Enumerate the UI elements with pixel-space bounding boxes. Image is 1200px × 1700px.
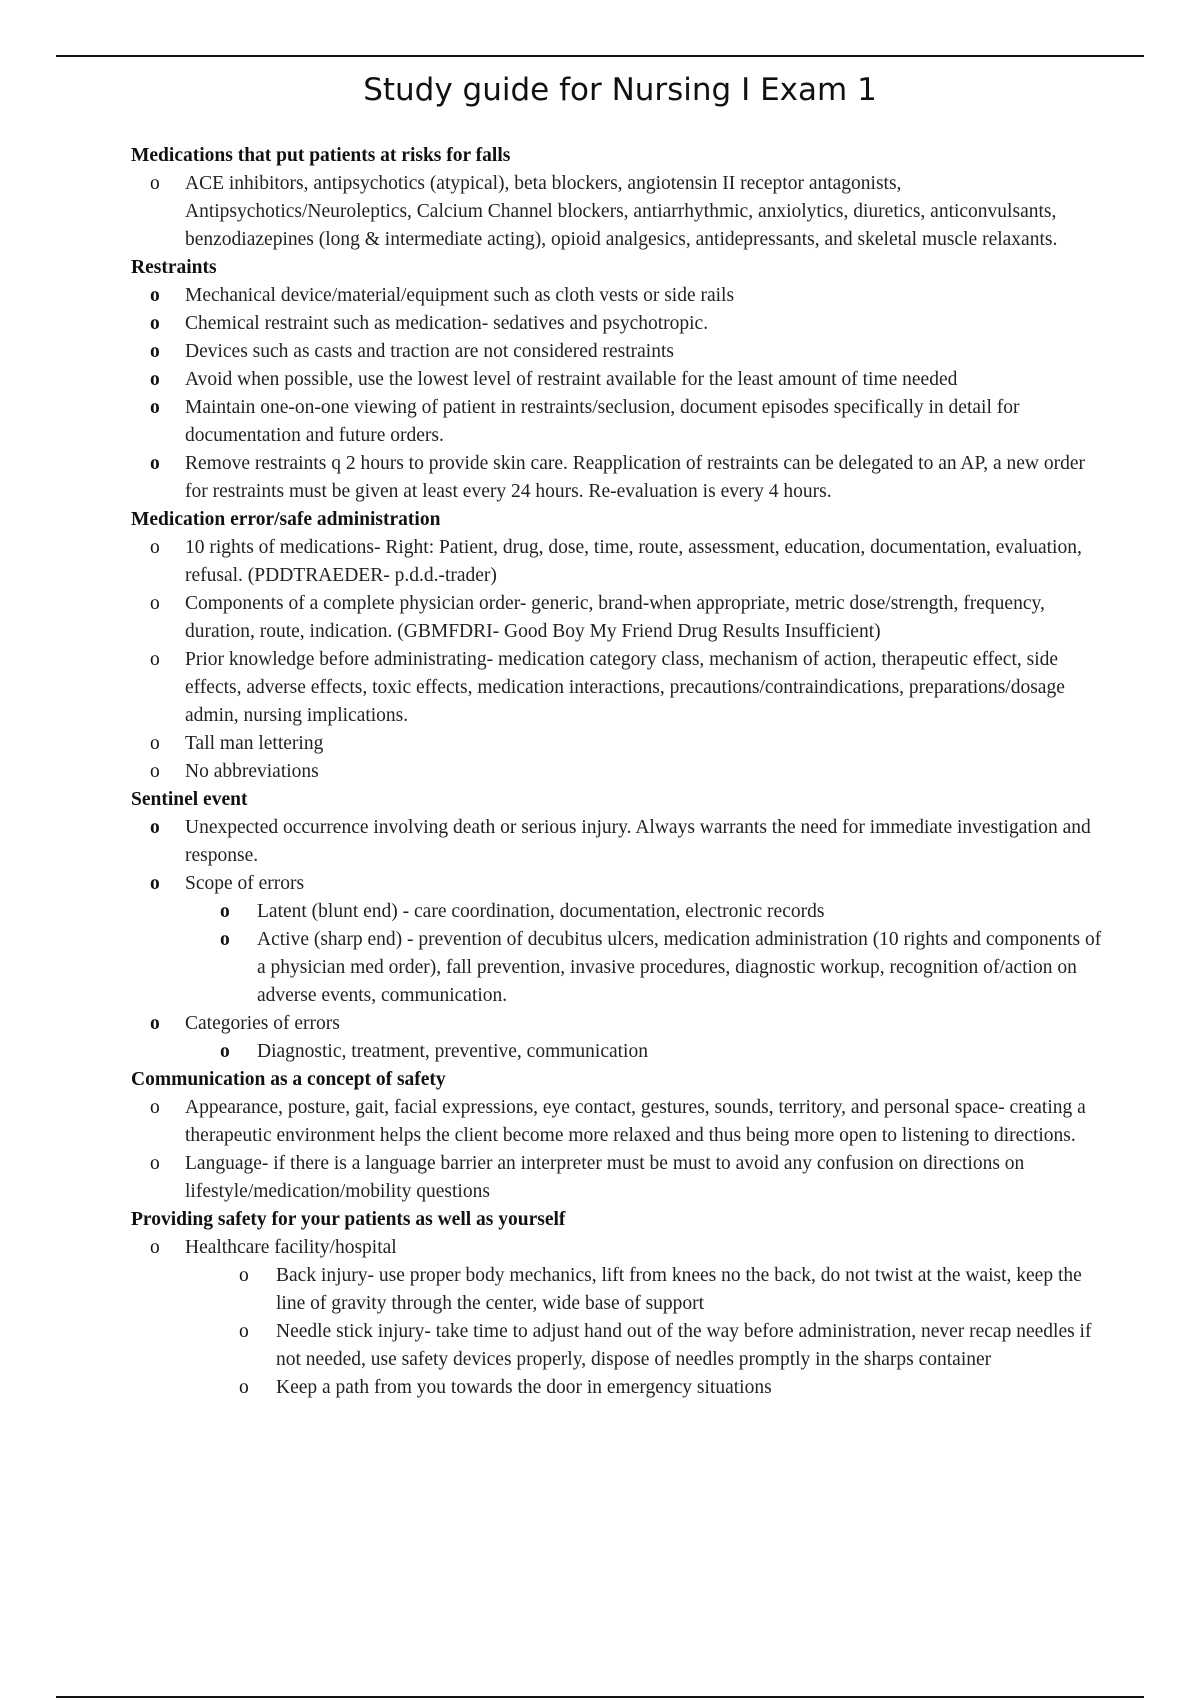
list-item: o Maintain one-on-one viewing of patient in restraints/seclusion, document episodes specifically in detail for documentation and future orders.: [131, 394, 1111, 450]
list-item: o Latent (blunt end) - care coordination, documentation, electronic records: [131, 898, 1111, 926]
bullet-icon: o: [220, 929, 230, 950]
page-title: Study guide for Nursing I Exam 1: [363, 72, 877, 108]
bullet-icon: o: [150, 341, 160, 362]
bullet-icon: o: [220, 1041, 230, 1062]
list-item: o No abbreviations: [131, 758, 1111, 786]
list-item: o ACE inhibitors, antipsychotics (atypical), beta blockers, angiotensin II receptor antagonists, Antipsychotics/Neuroleptics, Calcium Channel blockers, antiarrhythmic, anxiolytics, diuretics, anticonvulsants, benzodiazepines (long & intermediate acting), opioid analgesics, antidepressants, and skeletal muscle relaxants.: [131, 170, 1111, 254]
list-item: o Prior knowledge before administrating- medication category class, mechanism of action, therapeutic effect, side effects, adverse effects, toxic effects, medication interactions, precautions/contraindications, preparations/dosage admin, nursing implications.: [131, 646, 1111, 730]
list-item: o 10 rights of medications- Right: Patient, drug, dose, time, route, assessment, education, documentation, evaluation, refusal. (PDDTRAEDER- p.d.d.-trader): [131, 534, 1111, 590]
bullet-icon: o: [150, 369, 160, 390]
bullet-icon: o: [150, 1153, 160, 1174]
sentinel-list: [131, 814, 1111, 1066]
list-item: o Avoid when possible, use the lowest level of restraint available for the least amount of time needed: [131, 366, 1111, 394]
section-heading-providing-safety: Providing safety for your patients as well as yourself: [131, 1209, 566, 1230]
document-body: [131, 142, 1111, 1402]
bullet-icon: o: [150, 733, 160, 754]
bullet-icon: o: [220, 901, 230, 922]
list-item: o Remove restraints q 2 hours to provide skin care. Reapplication of restraints can be delegated to an AP, a new order for restraints must be given at least every 24 hours. Re-evaluation is every 4 hours.: [131, 450, 1111, 506]
list-item: o Scope of errors: [131, 870, 1111, 898]
header-rule: [56, 55, 1144, 57]
list-item: o Tall man lettering: [131, 730, 1111, 758]
bullet-icon: o: [239, 1265, 249, 1286]
bullet-icon: o: [150, 649, 160, 670]
medication-error-list: [131, 534, 1111, 786]
communication-list: [131, 1094, 1111, 1206]
list-item: o Devices such as casts and traction are not considered restraints: [131, 338, 1111, 366]
section-heading-sentinel-event: Sentinel event: [131, 789, 248, 810]
bullet-icon: o: [150, 453, 160, 474]
section-heading-communication: Communication as a concept of safety: [131, 1069, 446, 1090]
bullet-icon: o: [150, 173, 160, 194]
list-item: o Keep a path from you towards the door in emergency situations: [131, 1374, 1111, 1402]
list-item: o Healthcare facility/hospital: [131, 1234, 1111, 1262]
bullet-icon: o: [150, 761, 160, 782]
falls-list: [131, 170, 1111, 254]
section-heading-falls: Medications that put patients at risks for falls: [131, 145, 511, 166]
list-item: o Active (sharp end) - prevention of decubitus ulcers, medication administration (10 rights and components of a physician med order), fall prevention, invasive procedures, diagnostic workup, recognition of/action on adverse events, communication.: [131, 926, 1111, 1010]
list-item: o Components of a complete physician order- generic, brand-when appropriate, metric dose/strength, frequency, duration, route, indication. (GBMFDRI- Good Boy My Friend Drug Results Insufficient): [131, 590, 1111, 646]
bullet-icon: o: [150, 285, 160, 306]
list-item: o Language- if there is a language barrier an interpreter must be must to avoid any confusion on directions on lifestyle/medication/mobility questions: [131, 1150, 1111, 1206]
bullet-icon: o: [150, 537, 160, 558]
bullet-icon: o: [150, 313, 160, 334]
bullet-icon: o: [150, 1237, 160, 1258]
bullet-icon: o: [150, 1097, 160, 1118]
list-item: o Unexpected occurrence involving death or serious injury. Always warrants the need for immediate investigation and response.: [131, 814, 1111, 870]
list-item: o Mechanical device/material/equipment such as cloth vests or side rails: [131, 282, 1111, 310]
providing-safety-list: [131, 1234, 1111, 1402]
section-heading-medication-error: Medication error/safe administration: [131, 509, 441, 530]
list-item: o Chemical restraint such as medication- sedatives and psychotropic.: [131, 310, 1111, 338]
list-item: o Categories of errors: [131, 1010, 1111, 1038]
bullet-icon: o: [239, 1377, 249, 1398]
footer-rule: [56, 1696, 1144, 1698]
bullet-icon: o: [150, 1013, 160, 1034]
bullet-icon: o: [150, 397, 160, 418]
list-item: o Appearance, posture, gait, facial expressions, eye contact, gestures, sounds, territory, and personal space- creating a therapeutic environment helps the client become more relaxed and thus being more open to listening to directions.: [131, 1094, 1111, 1150]
bullet-icon: o: [150, 817, 160, 838]
section-heading-restraints: Restraints: [131, 257, 217, 278]
list-item: o Diagnostic, treatment, preventive, communication: [131, 1038, 1111, 1066]
bullet-icon: o: [150, 593, 160, 614]
list-item: o Back injury- use proper body mechanics, lift from knees no the back, do not twist at the waist, keep the line of gravity through the center, wide base of support: [131, 1262, 1111, 1318]
bullet-icon: o: [239, 1321, 249, 1342]
list-item: o Needle stick injury- take time to adjust hand out of the way before administration, never recap needles if not needed, use safety devices properly, dispose of needles promptly in the sharps container: [131, 1318, 1111, 1374]
restraints-list: [131, 282, 1111, 506]
bullet-icon: o: [150, 873, 160, 894]
